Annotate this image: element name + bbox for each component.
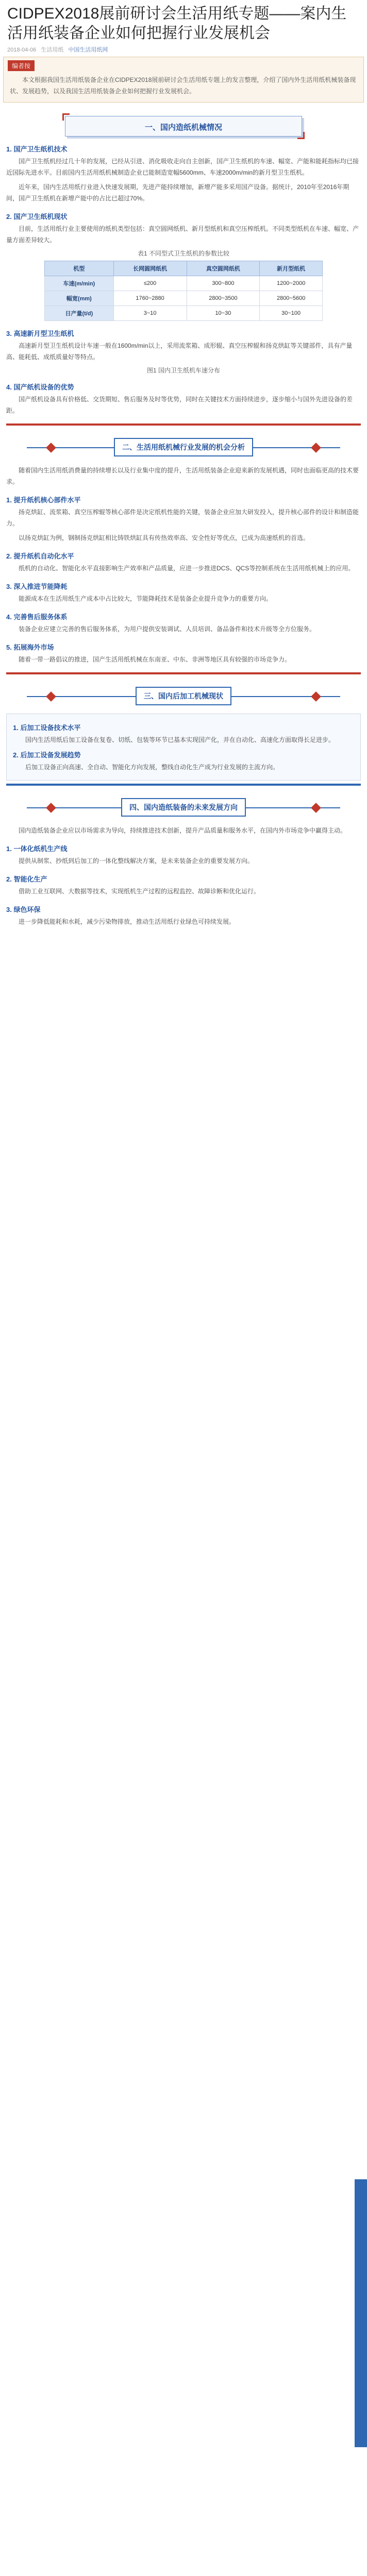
- table-header: 新月型纸机: [260, 261, 323, 276]
- sub-heading: 1. 提升纸机核心部件水平: [6, 496, 81, 504]
- sub-heading: 3. 高速新月型卫生纸机: [6, 330, 74, 337]
- chapter-title: 四、国内造纸装备的未来发展方向: [121, 798, 246, 817]
- table-cell: 3~10: [113, 306, 187, 321]
- table-cell: 2800~3500: [187, 291, 260, 306]
- chapter-banner-3: [27, 685, 340, 708]
- table-header: 长网圆网纸机: [113, 261, 187, 276]
- corner-decoration: [297, 132, 305, 139]
- paragraph: 国产纸机设备具有价格低、交货期短、售后服务及时等优势，同时在关键技术方面持续进步，逐步缩小与国外先进设备的差距。: [6, 396, 353, 414]
- table-row: [45, 306, 323, 321]
- paragraph: 国内造纸装备企业应以市场需求为导向，持续推进技术创新，提升产品质量和服务水平，在国内外市场竞争中赢得主动。: [19, 827, 347, 834]
- side-decoration: [355, 2179, 367, 2447]
- diamond-icon: [46, 803, 56, 813]
- sub-heading: 2. 智能化生产: [6, 875, 47, 883]
- article-content: [0, 103, 367, 927]
- diamond-icon: [46, 691, 56, 702]
- diamond-icon: [311, 443, 321, 453]
- chapter-title: 二、生活用纸机械行业发展的机会分析: [114, 438, 253, 456]
- spec-table: [44, 261, 323, 321]
- diamond-icon: [311, 803, 321, 813]
- paragraph: 进一步降低能耗和水耗，减少污染物排放，推动生活用纸行业绿色可持续发展。: [19, 918, 236, 925]
- divider-blue: [6, 784, 361, 786]
- paragraph: 国内生活用纸后加工设备在复卷、切纸、包装等环节已基本实现国产化，并在自动化、高速化方面取得长足进步。: [25, 736, 335, 743]
- section-banner-1: [65, 116, 302, 137]
- article-header: [0, 0, 367, 54]
- sub-heading: 2. 提升纸机自动化水平: [6, 552, 74, 560]
- sub-heading: 4. 国产纸机设备的优势: [6, 383, 74, 391]
- paragraph: 后加工设备正向高速、全自动、智能化方向发展，整线自动化生产成为行业发展的主流方向。: [25, 764, 279, 771]
- table-header: 真空圆网纸机: [187, 261, 260, 276]
- table-caption: 表1 不同型式卫生纸机的参数比较: [137, 250, 229, 257]
- paragraph: 纸机的自动化、智能化水平直接影响生产效率和产品质量，应进一步推进DCS、QCS等控制系统在生活用纸机械上的应用。: [19, 565, 355, 572]
- sub-heading: 2. 后加工设备发展趋势: [13, 751, 81, 759]
- sub-heading: 2. 国产卫生纸机现状: [6, 213, 68, 221]
- chapter-title: 三、国内后加工机械现状: [136, 687, 231, 705]
- chapter-banner-4: [27, 796, 340, 820]
- sub-heading: 4. 完善售后服务体系: [6, 613, 68, 621]
- sub-heading: 1. 国产卫生纸机技术: [6, 145, 68, 153]
- meta-source: 生活用纸: [41, 47, 64, 53]
- sub-heading: 3. 深入推进节能降耗: [6, 583, 68, 590]
- paragraph: 随着一带一路倡议的推进，国产生活用纸机械在东南亚、中东、非洲等地区具有较强的市场竞争力。: [19, 656, 291, 663]
- table-cell: 1200~2000: [260, 276, 323, 291]
- diamond-icon: [46, 443, 56, 453]
- paragraph: 目前，生活用纸行业主要使用的纸机类型包括：真空圆网纸机、新月型纸机和真空压榨纸机。不同类型纸机在车速、幅宽、产量方面差异较大。: [6, 225, 359, 244]
- paragraph: 以扬克烘缸为例，钢制扬克烘缸相比铸铁烘缸具有传热效率高、安全性好等优点，已成为高速纸机的首选。: [19, 534, 310, 541]
- table-cell: 300~800: [187, 276, 260, 291]
- article-meta: [7, 45, 360, 54]
- table-cell: 30~100: [260, 306, 323, 321]
- paragraph: 扬克烘缸、流浆箱、真空压榨辊等核心部件是决定纸机性能的关键，装备企业应加大研发投入，提升核心部件的设计和制造能力。: [6, 509, 359, 527]
- chapter-banner-2: [27, 436, 340, 460]
- paragraph: 国产卫生纸机经过几十年的发展，已经从引进、消化吸收走向自主创新，国产卫生纸机的车速、幅宽、产能和能耗指标均已接近国际先进水平。目前国内生活用纸机械制造企业已能制造宽幅5600mm、车速2000m/min的新月型卫生纸机。: [6, 158, 359, 176]
- paragraph: 近年来，国内生活用纸行业进入快速发展期，先进产能持续增加，新增产能多采用国产设备。据统计，2010年至2016年期间，国产卫生纸机在新增产能中的占比已超过70%。: [6, 183, 349, 202]
- paragraph: 高速新月型卫生纸机设计车速一般在1600m/min以上，采用流浆箱、成形辊、真空压榨辊和扬克烘缸等关键部件，具有产量高、能耗低、成纸质量好等特点。: [6, 342, 353, 361]
- table-cell: 车速(m/min): [45, 276, 114, 291]
- section-title: 一、国内造纸机械情况: [144, 123, 222, 132]
- table-cell: 10~30: [187, 306, 260, 321]
- meta-author-link[interactable]: 中国生活用纸网: [68, 47, 108, 53]
- divider-red: [6, 423, 361, 426]
- table-cell: 日产量(t/d): [45, 306, 114, 321]
- table-header: 机型: [45, 261, 114, 276]
- intro-card: [3, 57, 364, 103]
- image-caption: 图1 国内卫生纸机车速分布: [146, 367, 220, 374]
- chapter3-box: [6, 714, 361, 781]
- corner-decoration: [62, 113, 70, 121]
- table-cell: ≤200: [113, 276, 187, 291]
- table-row: [45, 291, 323, 306]
- paragraph: 装备企业应建立完善的售后服务体系，为用户提供安装调试、人员培训、备品备件和技术升级等全方位服务。: [19, 625, 316, 633]
- sub-heading: 3. 绿色环保: [6, 906, 41, 913]
- diamond-icon: [311, 691, 321, 702]
- intro-text: 本文根据我国生活用纸装备企业在CIDPEX2018展前研讨会生活用纸专题上的发言整理，介绍了国内外生活用纸机械装备现状、发展趋势，以及我国生活用纸装备企业如何把握行业发展机会。: [10, 76, 356, 95]
- sub-heading: 1. 一体化纸机生产线: [6, 845, 68, 853]
- sub-heading: 1. 后加工设备技术水平: [13, 724, 81, 732]
- table-row: [45, 276, 323, 291]
- paragraph: 随着国内生活用纸消费量的持续增长以及行业集中度的提升，生活用纸装备企业迎来新的发展机遇，同时也面临更高的技术要求。: [6, 467, 359, 485]
- article-title: CIDPEX2018展前研讨会生活用纸专题——案内生活用纸装备企业如何把握行业发展机会: [7, 5, 347, 42]
- paragraph: 提供从制浆、抄纸到后加工的一体化整线解决方案，是未来装备企业的重要发展方向。: [19, 857, 254, 865]
- divider-red: [6, 672, 361, 674]
- sub-heading: 5. 拓展海外市场: [6, 643, 54, 651]
- paragraph: 能源成本在生活用纸生产成本中占比较大，节能降耗技术是装备企业提升竞争力的重要方向。: [19, 595, 273, 602]
- intro-tag: 编者按: [8, 60, 35, 71]
- meta-date: 2018-04-06: [7, 47, 37, 53]
- paragraph: 借助工业互联网、大数据等技术，实现纸机生产过程的远程监控、故障诊断和优化运行。: [19, 888, 260, 895]
- table-cell: 1760~2880: [113, 291, 187, 306]
- table-cell: 2800~5600: [260, 291, 323, 306]
- table-cell: 幅宽(mm): [45, 291, 114, 306]
